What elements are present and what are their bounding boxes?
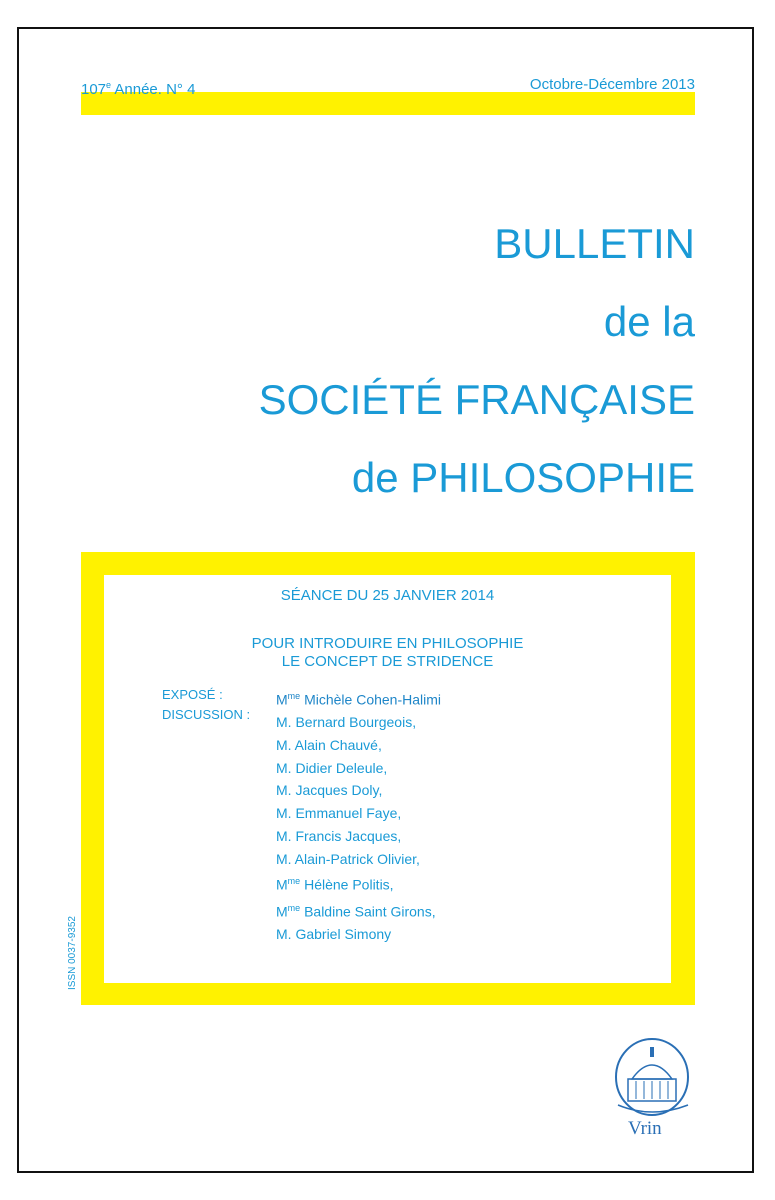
labels (162, 685, 250, 725)
title-line-2: de la (603, 298, 695, 345)
session-date: SÉANCE DU 25 JANVIER 2014 (280, 587, 495, 604)
participant: $M^{me}$ Hélène Politis, (276, 876, 394, 893)
title-line-1: BULLETIN (494, 220, 695, 267)
session-title (104, 635, 671, 671)
publisher-name: Vrin (628, 1118, 662, 1139)
issn: ISSN 0037-9352 (67, 916, 78, 990)
issue-date: Octobre-Décembre 2013 (529, 76, 695, 93)
session-title-line-2: LE CONCEPT DE STRIDENCE (281, 653, 494, 670)
participant: M. Alain-Patrick Olivier, (276, 850, 420, 867)
participant: $M^{me}$ Baldine Saint Girons, (276, 902, 436, 920)
participant: M. Alain Chauvé, (276, 737, 382, 754)
expose-label: EXPOSÉ : (162, 687, 223, 702)
participant: M. Jacques Doly, (276, 782, 383, 799)
participant: M. Bernard Bourgeois, (276, 714, 417, 731)
participant: M. Emmanuel Faye, (276, 805, 402, 822)
issue-number: 107e Année. N° 4 (81, 80, 196, 98)
expose-speaker: $M^{me}$ Michèle Cohen-Halimi (276, 691, 442, 708)
participant: M. Gabriel Simony (276, 926, 392, 942)
participants-list (276, 685, 441, 946)
participant: M. Didier Deleule, (276, 759, 388, 776)
title-line-4: de PHILOSOPHIE (351, 454, 695, 501)
discussion-label: DISCUSSION : (162, 707, 251, 722)
journal-title (259, 205, 695, 517)
session-title-line-1: POUR INTRODUIRE EN PHILOSOPHIE (251, 635, 524, 652)
header (81, 75, 695, 98)
session-box (104, 575, 671, 983)
participant: M. Francis Jacques, (276, 827, 402, 844)
title-line-3: SOCIÉTÉ FRANÇAISE (258, 376, 695, 423)
